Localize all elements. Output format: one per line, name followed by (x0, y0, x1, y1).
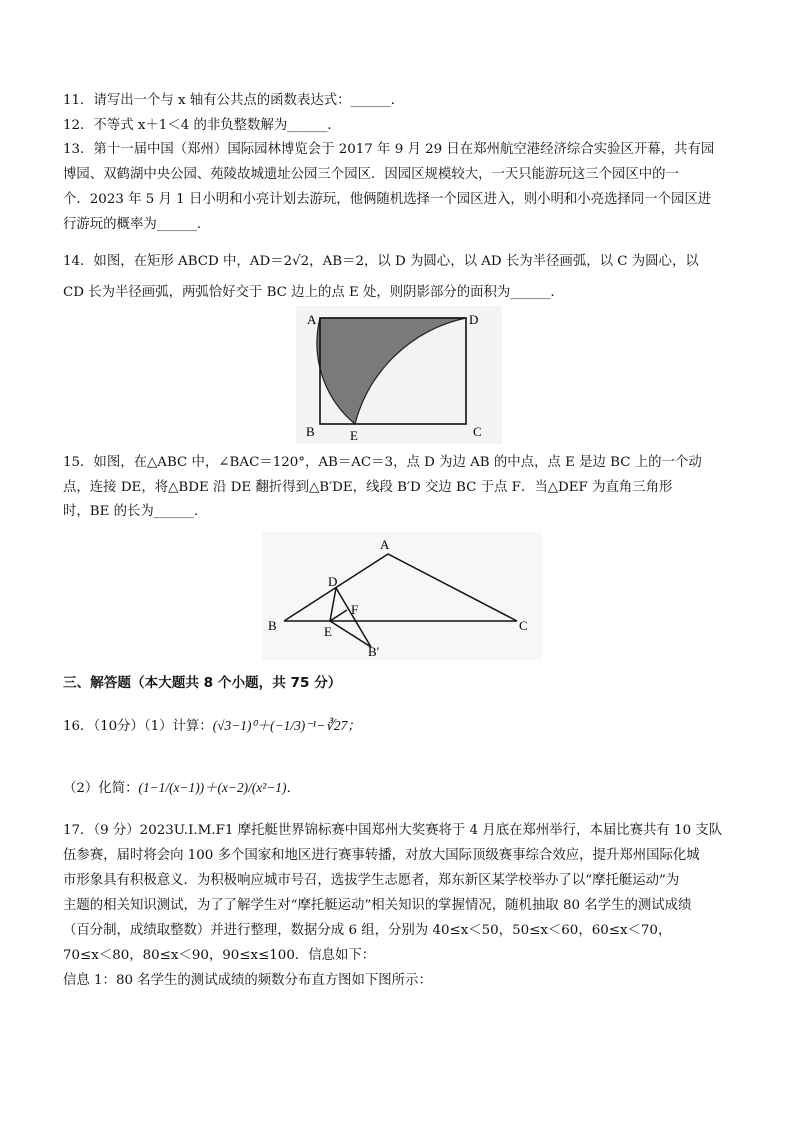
label-b: B (268, 618, 277, 633)
question-17-line-5: （百分制，成绩取整数）并进行整理，数据分成 6 组，分别为 40≤x＜50，50≤x＜60，60≤x＜70， (63, 923, 672, 938)
question-13-line-1: 13．第十一届中国（郑州）国际园林博览会于 2017 年 9 月 29 日在郑州航空港经济综合实验区开幕，共有园 (63, 142, 715, 157)
question-16-prefix: 16．（10分）（1）计算： (63, 719, 213, 734)
rectangle-figure (296, 306, 502, 444)
question-16-part-1 (63, 717, 361, 736)
question-12: 12．不等式 x＋1＜4 的非负整数解为______． (63, 118, 341, 133)
question-13-line-2: 博园、双鹤湖中央公园、苑陵故城遗址公园三个园区．因园区规模较大，一天只能游玩这三个园区中的一 (63, 167, 679, 182)
label-e: E (350, 428, 358, 443)
triangle-figure (262, 532, 542, 660)
question-16-expression-2: (1−1/(x−1))＋(x−2)/(x²−1)． (138, 780, 300, 795)
label-c: C (519, 618, 528, 633)
question-17-line-3: 市形象具有积极意义．为积极响应城市号召，选拔学生志愿者，郑东新区某学校举办了以“摩托艇运动”为 (63, 873, 680, 888)
question-17-line-7: 信息 1：80 名学生的测试成绩的频数分布直方图如下图所示： (63, 973, 432, 988)
question-14-line-1: 14．如图，在矩形 ABCD 中，AD＝2√2，AB＝2，以 D 为圆心，以 AD 长为半径画弧，以 C 为圆心，以 (63, 254, 699, 269)
question-17-line-4: 主题的相关知识测试，为了了解学生对“摩托艇运动”相关知识的掌握情况，随机抽取 80 名学生的测试成绩 (63, 898, 692, 913)
label-b-prime: B′ (368, 644, 380, 659)
question-16-part-2 (63, 779, 300, 798)
label-e: E (324, 624, 332, 639)
question-17-line-6: 70≤x＜80，80≤x＜90，90≤x≤100．信息如下： (63, 948, 376, 963)
label-d: D (328, 574, 338, 589)
question-15-line-1: 15．如图，在△ABC 中，∠BAC＝120°，AB＝AC＝3，点 D 为边 AB 的中点，点 E 是边 BC 上的一个动 (63, 455, 702, 470)
label-f: F (351, 602, 359, 617)
question-17-line-2: 伍参赛，届时将会向 100 多个国家和地区进行赛事转播，对放大国际顶级赛事综合效应，提升郑州国际化城 (63, 848, 700, 863)
question-15-line-2: 点，连接 DE，将△BDE 沿 DE 翻折得到△B′DE，线段 B′D 交边 BC 于点 F．当△DEF 为直角三角形 (63, 480, 673, 495)
question-13-line-3: 个．2023 年 5 月 1 日小明和小亮计划去游玩，他俩随机选择一个园区进入，则小明和小亮选择同一个园区进 (63, 192, 712, 207)
question-11: 11．请写出一个与 x 轴有公共点的函数表达式：______． (63, 93, 405, 108)
question-14-line-2: CD 长为半径画弧，两弧恰好交于 BC 边上的点 E 处，则阴影部分的面积为______． (63, 285, 564, 300)
question-16-expression-1: (√3−1)⁰＋(−1/3)⁻¹−∛27； (212, 718, 361, 733)
question-17-line-1: 17．（9 分）2023U.I.M.F1 摩托艇世界锦标赛中国郑州大奖赛将于 4 月底在郑州举行，本届比赛共有 10 支队 (63, 823, 723, 838)
label-c: C (473, 424, 482, 439)
label-d: D (469, 312, 479, 327)
question-15-line-3: 时，BE 的长为______． (63, 504, 208, 519)
label-a: A (307, 312, 317, 327)
label-b: B (306, 424, 315, 439)
section-3-heading: 三、解答题（本大题共 8 个小题，共 75 分） (63, 675, 342, 691)
label-a: A (380, 537, 390, 552)
question-16-part-2-prefix: （2）化简： (63, 781, 139, 796)
question-13-line-4: 行游玩的概率为______． (63, 217, 211, 232)
